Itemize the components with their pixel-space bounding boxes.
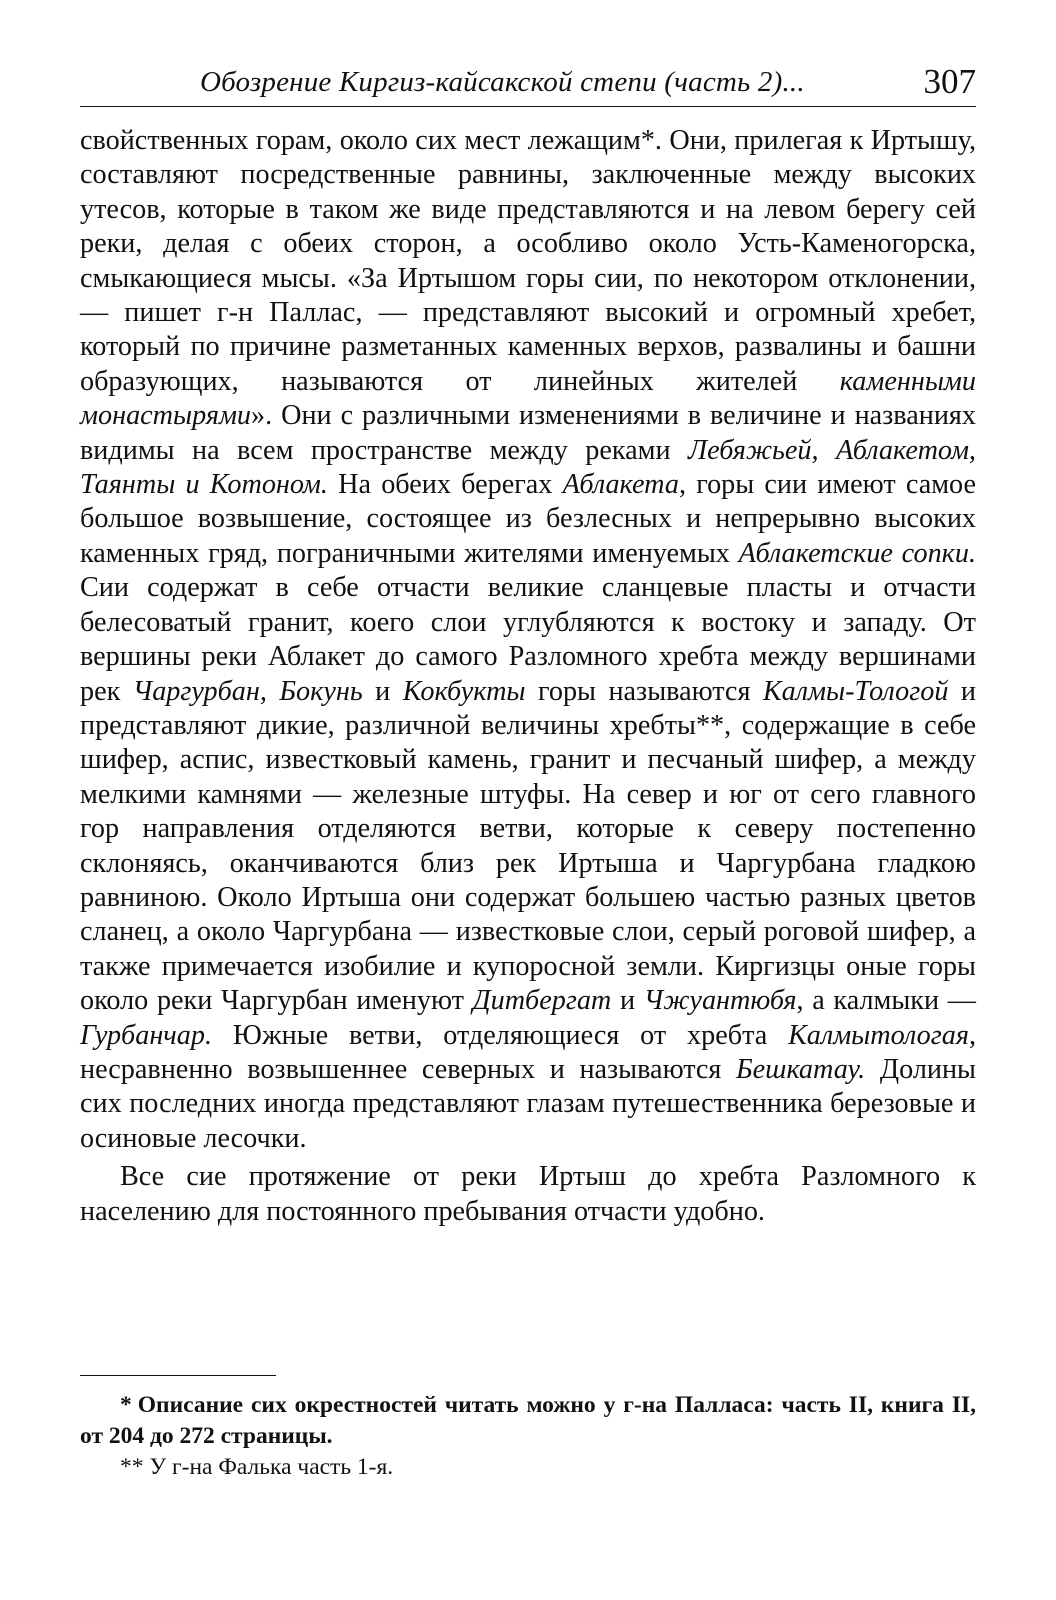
text-run: Долины сих последних иногда представляют глазам путешественника березовые и осиновые лесочки. — [80, 1053, 976, 1154]
italic-text-run: Аблакета — [562, 469, 679, 501]
footnote — [80, 1452, 976, 1483]
text-run: и представляют дикие, различной величины хребты**, содержащие в себе шифер, аспис, известковый камень, гранит и песчаный шифер, а между мелкими камнями — железные штуфы. На север и юг от сего главного гор направления отделяются ветви, которые к северу постепенно склоняясь, оканчиваются близ рек Иртыша и Чаргурбана гладкою равниною. Около Иртыша они содержат большею частью разных цветов сланец, а около Чаргурбана — известковые слои, серый роговой шифер, а также примечается изобилие и купоросной земли. Киргизцы оные горы около реки Чаргурбан именуют — [80, 675, 976, 1017]
text-run: Все сие протяжение от реки Иртыш до хребта Разломного к населению для постоянного пребывания отчасти удобно. — [80, 1161, 976, 1227]
page-header — [80, 62, 976, 107]
italic-text-run: Калмытологая — [788, 1019, 969, 1051]
italic-text-run: Кокбукты — [402, 675, 526, 707]
italic-text-run: Чжуантюбя — [643, 985, 797, 1017]
text-run: , а калмыки — — [796, 985, 976, 1017]
italic-text-run: Лебяжьей, Аблакетом, Таянты и Котоном. — [80, 434, 976, 501]
italic-text-run: Аблакетские сопки. — [738, 537, 976, 569]
italic-text-run: каменными монастырями — [80, 365, 976, 432]
text-run: , горы сии имеют самое большое возвышение, состоящее из безлесных и непрерывно высоких каменных гряд, пограничными жителями именуемых — [80, 469, 976, 569]
text-run: Сии содержат в себе отчасти великие сланцевые пласты и отчасти белесоватый гранит, коего слои углубляются к востоку и западу. От вершины реки Аблакет до самого Разломного хребта между вершинами рек — [80, 572, 976, 707]
text-run: и — [362, 675, 403, 707]
italic-text-run: Калмы-Тологой — [762, 675, 949, 707]
italic-text-run: Гурбанчар. — [80, 1019, 212, 1051]
text-run: и — [611, 985, 644, 1017]
italic-text-run: Бешкатау. — [736, 1053, 866, 1085]
text-run: ». Они с различными изменениями в величине и названиях видимы на всем пространстве между реками — [80, 400, 976, 466]
text-run: свойственных горам, около сих мест лежащим*. Они, прилегая к Иртышу, составляют посредственные равнины, заключенные между высоких утесов, которые в таком же виде представляются и на левом берегу сей реки, делая с обеих сторон, а особливо около Усть-Каменогорска, смыкающиеся мысы. «За Иртышом горы сии, по некотором отклонении, — пишет г-н Паллас, — представляют высокий и огромный хребет, который по причине разметанных каменных верхов, развалины и башни образующих, называются от линейных жителей — [80, 125, 976, 397]
footnote-mark: ** — [120, 1454, 144, 1480]
footnote-text: У г-на Фалька часть 1-я. — [149, 1454, 394, 1480]
main-text — [80, 124, 976, 1229]
footnote — [80, 1390, 976, 1452]
text-run: , несравненно возвышеннее северных и называются — [80, 1019, 976, 1085]
text-run: Южные ветви, отделяющиеся от хребта — [212, 1019, 789, 1051]
footnote-text: Описание сих окрестностей читать можно у г-на Палласа: часть II, книга II, от 204 до 272 страницы. — [80, 1392, 976, 1449]
running-title: Обозрение Киргиз-кайсакской степи (часть 2)... — [200, 66, 805, 98]
footnotes — [80, 1390, 976, 1483]
italic-text-run: Чаргурбан, Бокунь — [132, 675, 363, 707]
footnote-rule — [80, 1375, 276, 1376]
text-run: горы называются — [525, 675, 763, 707]
italic-text-run: Дитбергат — [472, 985, 612, 1017]
footnote-mark: * — [120, 1392, 132, 1418]
paragraph — [80, 1160, 976, 1229]
page-number: 307 — [923, 62, 976, 101]
text-run: На обеих берегах — [327, 469, 563, 501]
paragraph — [80, 124, 976, 1156]
